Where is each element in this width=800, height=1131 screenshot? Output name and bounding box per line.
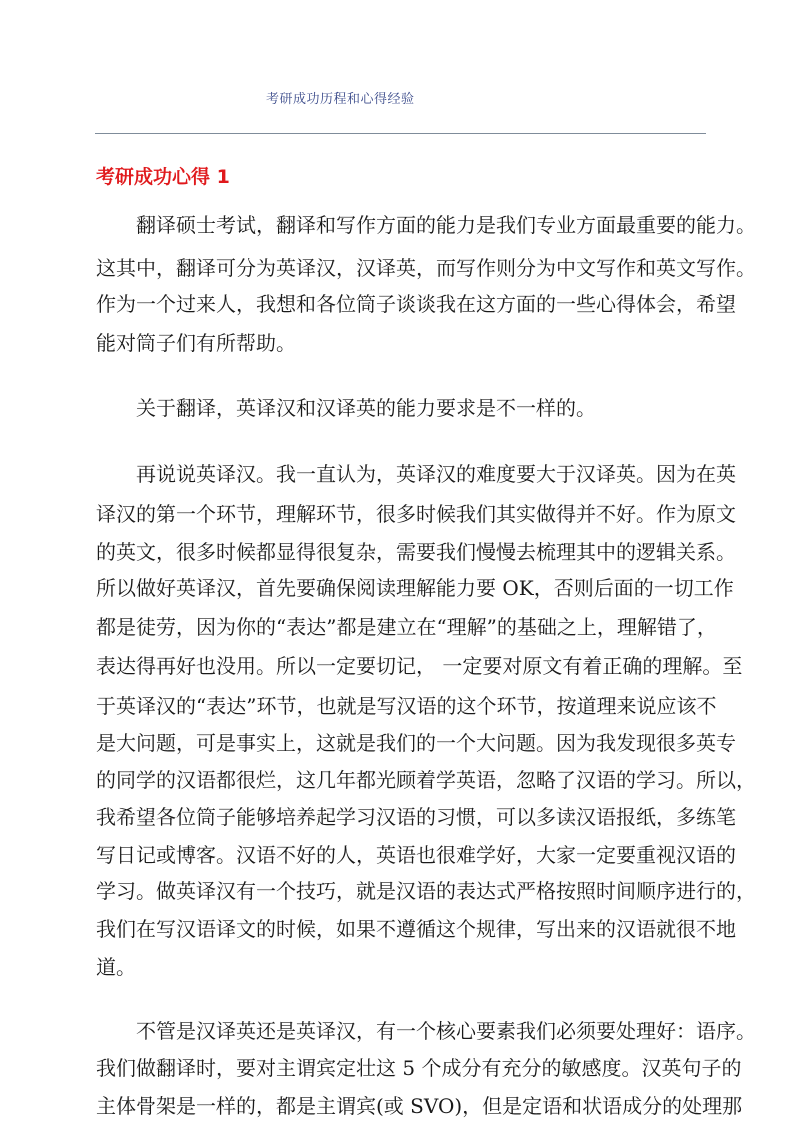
paragraph-3-line-14: 道。 — [96, 955, 136, 979]
paragraph-3-line-12: 学习。做英译汉有一个技巧，就是汉语的表达式严格按照时间顺序进行的， — [96, 879, 756, 903]
paragraph-4-line-1: 不管是汉译英还是英译汉，有一个核心要素我们必须要处理好：语序。 — [136, 1019, 756, 1043]
running-header: 考研成功历程和心得经验 — [266, 92, 415, 107]
paragraph-4-line-3: 主体骨架是一样的，都是主谓宾(或 SVO)，但是定语和状语成分的处理那 — [96, 1094, 743, 1118]
paragraph-3-line-7: 于英译汉的“表达”环节，也就是写汉语的这个环节，按道理来说应该不 — [96, 694, 717, 718]
paragraph-3-line-13: 我们在写汉语译文的时候，如果不遵循这个规律，写出来的汉语就很不地 — [96, 917, 736, 941]
paragraph-1-line-3: 作为一个过来人，我想和各位筒子谈谈我在这方面的一些心得体会，希望 — [96, 292, 736, 316]
paragraph-3-line-10: 我希望各位筒子能够培养起学习汉语的习惯，可以多读汉语报纸，多练笔 — [96, 805, 736, 829]
paragraph-4-line-2: 我们做翻译时，要对主谓宾定壮这 5 个成分有充分的敏感度。汉英句子的 — [96, 1056, 742, 1080]
paragraph-3-line-3: 的英文，很多时候都显得很复杂，需要我们慢慢去梳理其中的逻辑关系。 — [96, 540, 736, 564]
section-title: 考研成功心得 1 — [96, 166, 230, 188]
paragraph-3-line-1: 再说说英译汉。我一直认为，英译汉的难度要大于汉译英。因为在英 — [136, 462, 736, 486]
paragraph-3-line-8: 是大问题，可是事实上，这就是我们的一个大问题。因为我发现很多英专 — [96, 731, 736, 755]
paragraph-3-line-5: 都是徒劳，因为你的“表达”都是建立在“理解”的基础之上，理解错了， — [96, 615, 717, 639]
paragraph-3-line-2: 译汉的第一个环节，理解环节，很多时候我们其实做得并不好。作为原文 — [96, 502, 736, 526]
paragraph-1-line-4: 能对筒子们有所帮助。 — [96, 331, 296, 355]
paragraph-1-line-1: 翻译硕士考试，翻译和写作方面的能力是我们专业方面最重要的能力。 — [136, 213, 756, 237]
paragraph-1-line-2: 这其中，翻译可分为英译汉，汉译英，而写作则分为中文写作和英文写作。 — [96, 256, 756, 280]
paragraph-3-line-4: 所以做好英译汉，首先要确保阅读理解能力要 OK，否则后面的一切工作 — [96, 576, 734, 600]
paragraph-2-line-1: 关于翻译，英译汉和汉译英的能力要求是不一样的。 — [136, 396, 596, 420]
header-divider — [95, 133, 706, 134]
paragraph-3-line-11: 写日记或博客。汉语不好的人，英语也很难学好，大家一定要重视汉语的 — [96, 843, 736, 867]
paragraph-3-line-6: 表达得再好也没用。所以一定要切记， 一定要对原文有着正确的理解。至 — [96, 654, 743, 678]
paragraph-3-line-9: 的同学的汉语都很烂，这几年都光顾着学英语，忽略了汉语的学习。所以， — [96, 768, 756, 792]
